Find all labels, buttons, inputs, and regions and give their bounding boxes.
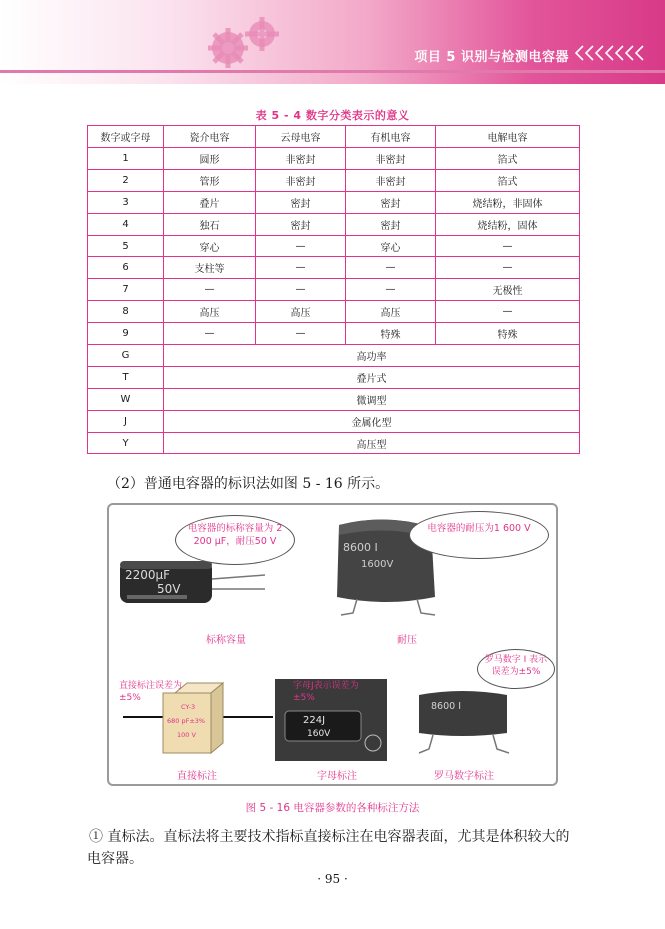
table-cell: 烧结粉，非固体 — [436, 191, 580, 213]
table-header-row — [88, 126, 580, 148]
box-type-label: CY-3 — [181, 703, 196, 711]
capacitance-marking: 2200μF — [125, 568, 171, 582]
box-voltage-label: 100 V — [177, 731, 196, 739]
column-header: 数字或字母 — [88, 126, 164, 148]
table-row — [88, 432, 580, 454]
box-capacity-label: 680 pF±3% — [167, 717, 206, 725]
table-cell: G — [88, 345, 164, 367]
table-cell: 穿心 — [346, 235, 436, 257]
column-header: 云母电容 — [256, 126, 346, 148]
table-cell: 密封 — [256, 191, 346, 213]
table-cell: — — [436, 257, 580, 279]
table-cell: 非密封 — [256, 148, 346, 170]
chapter-title: 项目 5 识别与检测电容器 — [414, 50, 569, 65]
table-cell: 6 — [88, 257, 164, 279]
page-number: · 95 · — [317, 872, 348, 886]
table-cell: 无极性 — [436, 279, 580, 301]
table-cell: 特殊 — [436, 323, 580, 345]
table-cell: 5 — [88, 235, 164, 257]
voltage-label: 耐压 — [397, 635, 417, 646]
direct-marking-label: 直接标注 — [177, 771, 217, 782]
classification-table — [87, 125, 580, 454]
table-cell: 非密封 — [256, 169, 346, 191]
table-cell: 独石 — [164, 213, 256, 235]
table-cell: 密封 — [256, 213, 346, 235]
table-row — [88, 213, 580, 235]
figure-5-16 — [107, 503, 558, 786]
table-cell: — — [164, 323, 256, 345]
column-header: 有机电容 — [346, 126, 436, 148]
roman-capacitor-photo — [407, 681, 517, 761]
table-cell: 支柱等 — [164, 257, 256, 279]
table-cell: — — [256, 279, 346, 301]
roman-marking: 8600 I — [431, 701, 461, 712]
column-header: 电解电容 — [436, 126, 580, 148]
table-cell: 特殊 — [346, 323, 436, 345]
table-cell: 密封 — [346, 191, 436, 213]
capacity-label: 标称容量 — [206, 635, 246, 646]
table-cell: Y — [88, 432, 164, 454]
table-cell: 密封 — [346, 213, 436, 235]
table-caption: 表 5 - 4 数字分类表示的意义 — [255, 109, 410, 122]
film-marking-2: 1600V — [361, 559, 394, 570]
table-cell: — — [436, 301, 580, 323]
table-cell: 箔式 — [436, 169, 580, 191]
table-row — [88, 301, 580, 323]
table-cell: W — [88, 388, 164, 410]
table-row — [88, 388, 580, 410]
table-cell: — — [256, 323, 346, 345]
table-cell: T — [88, 366, 164, 388]
table-cell: 非密封 — [346, 169, 436, 191]
table-row — [88, 323, 580, 345]
voltage-marking: 50V — [157, 582, 181, 596]
table-cell: — — [256, 257, 346, 279]
table-cell: 8 — [88, 301, 164, 323]
table-cell: 高压 — [346, 301, 436, 323]
table-row — [88, 345, 580, 367]
table-row — [88, 235, 580, 257]
table-cell: 9 — [88, 323, 164, 345]
roman-marking-label: 罗马数字标注 — [434, 771, 494, 782]
table-cell: — — [346, 279, 436, 301]
table-merged-cell: 高压型 — [164, 432, 580, 454]
table-row — [88, 169, 580, 191]
film-marking-1: 8600 I — [343, 541, 378, 554]
letter-marking-note: 字母J表示误差为±5% — [293, 681, 359, 704]
direct-marking-note: 直接标注误差为±5% — [119, 681, 183, 704]
table-cell: 高压 — [164, 301, 256, 323]
table-cell: — — [256, 235, 346, 257]
table-cell: 3 — [88, 191, 164, 213]
table-row — [88, 191, 580, 213]
table-cell: — — [436, 235, 580, 257]
letter-marking-label: 字母标注 — [317, 771, 357, 782]
table-cell: J — [88, 410, 164, 432]
roman-speech-bubble: 罗马数字 I 表示误差为±5% — [477, 649, 555, 689]
table-row — [88, 410, 580, 432]
table-row — [88, 148, 580, 170]
table-merged-cell: 叠片式 — [164, 366, 580, 388]
voltage-speech-bubble: 电容器的耐压为1 600 V — [409, 511, 549, 559]
body-paragraph: ① 直标法。直标法将主要技术指标直接标注在电容器表面，尤其是体积较大的电容器。 — [87, 829, 570, 867]
table-merged-cell: 金属化型 — [164, 410, 580, 432]
table-row — [88, 366, 580, 388]
capacity-speech-bubble: 电容器的标称容量为 2 200 μF，耐压50 V — [175, 515, 295, 565]
table-cell: 箔式 — [436, 148, 580, 170]
figure-caption: 图 5 - 16 电容器参数的各种标注方法 — [245, 802, 420, 814]
page-header-band — [0, 0, 665, 84]
table-cell: 高压 — [256, 301, 346, 323]
table-merged-cell: 微调型 — [164, 388, 580, 410]
column-header: 瓷介电容 — [164, 126, 256, 148]
table-merged-cell: 高功率 — [164, 345, 580, 367]
table-cell: 1 — [88, 148, 164, 170]
letter-marking-1: 224J — [303, 715, 326, 726]
intro-paragraph: （2）普通电容器的标识法如图 5 - 16 所示。 — [107, 476, 390, 492]
table-row — [88, 279, 580, 301]
table-cell: 圆形 — [164, 148, 256, 170]
table-cell: — — [164, 279, 256, 301]
table-cell: 4 — [88, 213, 164, 235]
chevron-left-decoration-icon — [573, 44, 649, 62]
gear-decoration-icon — [200, 12, 290, 72]
table-cell: 7 — [88, 279, 164, 301]
header-divider — [0, 70, 665, 73]
letter-marking-2: 160V — [307, 729, 331, 739]
table-cell: 穿心 — [164, 235, 256, 257]
table-cell: 叠片 — [164, 191, 256, 213]
table-row — [88, 257, 580, 279]
table-cell: 非密封 — [346, 148, 436, 170]
table-cell: — — [346, 257, 436, 279]
table-cell: 2 — [88, 169, 164, 191]
table-cell: 烧结粉，固体 — [436, 213, 580, 235]
table-cell: 管形 — [164, 169, 256, 191]
